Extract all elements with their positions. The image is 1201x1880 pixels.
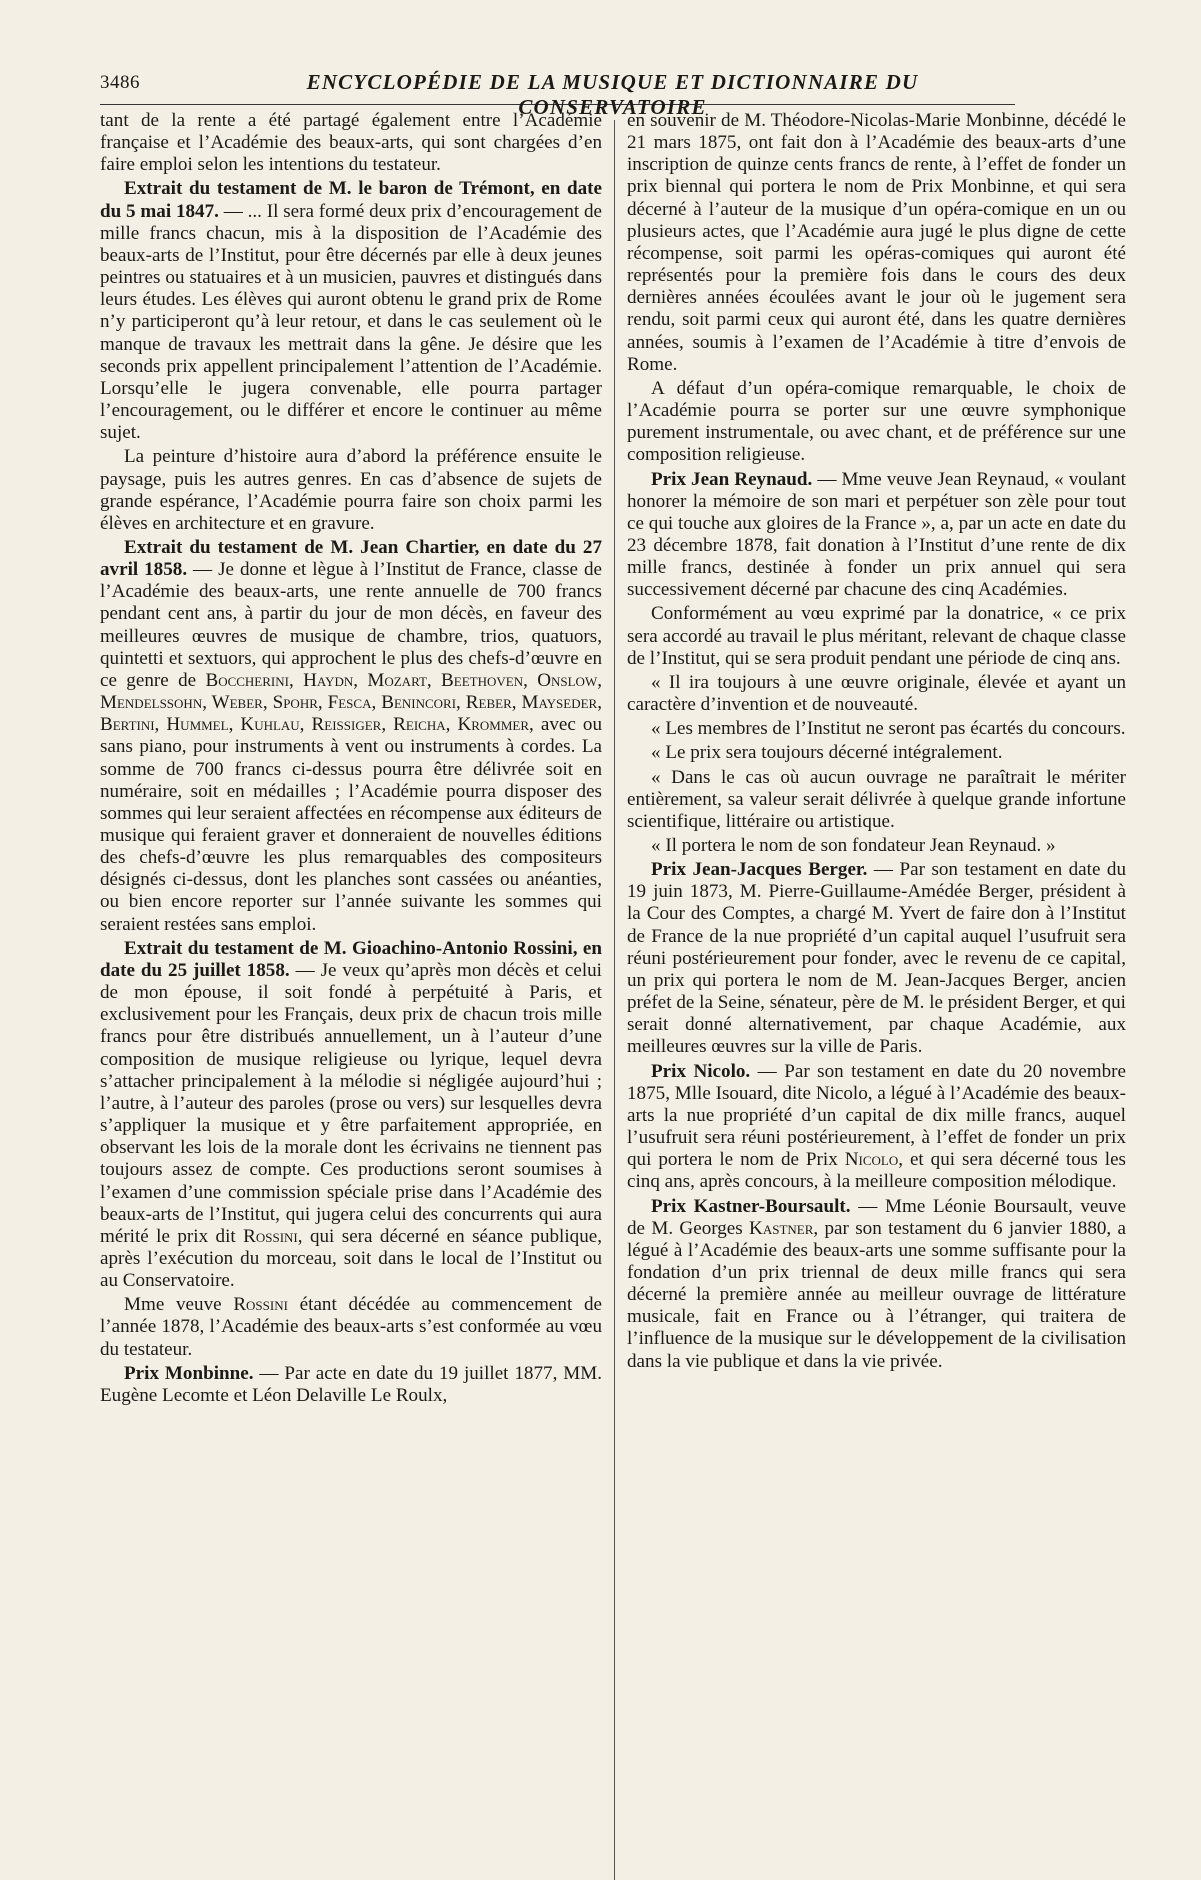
paragraph-text: — Par son testament en date du 19 juin 1873, M. Pierre-Guillaume-Amédée Berger, président à la Cour des Comptes, a chargé M. Yvert de faire don à l’Institut de France de la nue propriété d’un capital auquel l’usufruit sera réuni postérieurement pour fonder, avec le revenu de ce capital, un prix qui portera le nom de M. Jean-Jacques Berger, ancien préfet de la Seine, sénateur, père de M. le président Berger, et qui serait donné alternativement, par chaque Académie, aux meilleures œuvres sur la ville de Paris. <box>627 859 1127 1058</box>
paragraph-text: — ... Il sera formé deux prix d’encouragement de mille francs chacun, mis à la disposition de l’Académie des beaux-arts de l’Institut, pour être décernés par elle à deux jeunes peintres ou statuaires et à un musicien, pauvres et distingués dans leurs études. Les élèves qui auront obtenu le grand prix de Rome n’y participeront qu’à leur retour, et dans le cas seulement où le manque de travaux les mettrait dans la gêne. Je désire que les seconds prix appellent principalement l’attention de l’Académie. Lorsqu’elle le jugera convenable, elle pourra partager l’encouragement, ou le différer et encore le continuer au même sujet. <box>100 200 602 444</box>
paragraph <box>100 1363 602 1407</box>
paragraph: « Les membres de l’Institut ne seront pas écartés du concours. <box>651 718 1126 740</box>
name-small-caps: Kastner <box>749 1217 814 1239</box>
paragraph-text: Mme veuve <box>124 1294 234 1316</box>
name-small-caps: Nicolo <box>844 1149 899 1171</box>
paragraph-text: — Mme veuve Jean Reynaud, « voulant honorer la mémoire de son mari et perpétuer son zèle pour tout ce qui touche aux gloires de la France », a, par un acte en date du 23 décembre 1878, fait donation à l’Institut d’une rente de dix mille francs, destinée à fonder un prix annuel qui sera successivement décerné par chacune des cinq Académies. <box>627 468 1126 601</box>
paragraph: Conformément au vœu exprimé par la donatrice, « ce prix sera accordé au travail le plus méritant, relevant de chaque classe de l’Institut, qui se sera produit pendant une période de cinq ans. <box>627 603 1126 669</box>
page-header <box>100 70 1015 119</box>
running-title: ENCYCLOPÉDIE DE LA MUSIQUE ET DICTIONNAIRE DU CONSERVATOIRE <box>306 70 919 119</box>
name-small-caps: Rossini <box>243 1225 298 1247</box>
section-lead: Extrait du testament de M. Jean Chartier, en date du 27 avril 1858. <box>100 536 602 581</box>
paragraph-text: — Mme Léonie Boursault, veuve de M. Georges <box>627 1195 1126 1239</box>
section-lead: Prix Nicolo. <box>651 1060 751 1082</box>
composer-list: Boccherini, Haydn, Mozart, Beethoven, Onslow, Mendelssohn, Weber, Spohr, Fesca, Benincori, Reber, Mayseder, Bertini, Hummel, Kuhlau, Reissiger, Reicha, Krommer <box>100 669 602 736</box>
paragraph: en souvenir de M. Théodore-Nicolas-Marie Monbinne, décédé le 21 mars 1875, ont fait don à l’Académie des beaux-arts d’une inscription de quinze cents francs de rente, à l’effet de fonder un prix biennal qui portera le nom de Prix Monbinne, et qui sera décerné à l’auteur de la musique d’un opéra-comique en un ou plusieurs actes, que l’Académie aura jugé le plus digne de cette récompense, soit parmi les opéras-comiques qui auront été représentés pour la première fois dans le cours des deux dernières années écoulées avant le jour où le jugement sera rendu, soit parmi ceux qui auront été, dans les quatre dernières années, soumis à l’examen de l’Académie à titre d’envois de Rome. <box>627 110 1126 375</box>
paragraph: tant de la rente a été partagé également entre l’Académie française et l’Académie des beaux-arts, qui sont chargées d’en faire emploi selon les intentions du testateur. <box>100 110 602 176</box>
paragraph: « Dans le cas où aucun ouvrage ne paraîtrait le mériter entièrement, sa valeur serait délivrée à quelque grande infortune scientifique, littéraire ou artistique. <box>627 766 1126 832</box>
paragraph-text: — Par son testament en date du 20 novembre 1875, Mlle Isouard, dite Nicolo, a légué à l’Académie des beaux-arts la nue propriété d’un capital de dix mille francs, auquel l’usufruit sera réuni postérieurement, à l’effet de fonder un prix qui portera le nom de Prix <box>627 1060 1126 1171</box>
section-lead: Prix Monbinne. <box>124 1362 254 1384</box>
paragraph <box>627 1196 1126 1373</box>
paragraph <box>100 1294 602 1360</box>
paragraph-text: étant décédée au commencement de l’année 1878, l’Académie des beaux-arts s’est conformée au vœu du testateur. <box>100 1294 602 1360</box>
left-column <box>100 110 602 1409</box>
paragraph-text: — Je veux qu’après mon décès et celui de mon épouse, il soit fondé à perpétuité à Paris, et exclusivement pour les Français, deux prix de chacun trois mille francs pour être distribués annuellement, un à l’auteur d’une composition de musique religieuse ou lyrique, lequel devra s’attacher principalement à la mélodie si négligée aujourd’hui ; l’autre, à l’auteur des paroles (prose ou vers) sur lesquelles devra s’appliquer la musique et y être parfaitement appropriée, en observant les lois de la morale dont les écrivains ne tiennent pas toujours assez de compte. Ces productions seront soumises à l’examen d’une commission spéciale prise dans l’Académie des beaux-arts de l’Institut, qui jugera celui des concurrents qui aura mérité le prix dit <box>100 959 602 1247</box>
paragraph-text: , et qui sera décerné tous les cinq ans, après concours, à la meilleure composition mélodique. <box>627 1149 1126 1193</box>
paragraph: La peinture d’histoire aura d’abord la préférence ensuite le paysage, puis les autres genres. En cas d’absence de sujets de grande espérance, l’Académie pourra faire son choix parmi les élèves en architecture et en gravure. <box>100 446 602 534</box>
page-number: 3486 <box>100 72 140 93</box>
section-lead: Extrait du testament de M. le baron de Trémont, en date du 5 mai 1847. <box>100 178 602 222</box>
section-lead: Prix Jean Reynaud. <box>651 468 813 490</box>
paragraph <box>100 537 602 936</box>
section-lead: Prix Jean-Jacques Berger. <box>651 859 868 881</box>
name-small-caps: Rossini <box>233 1294 288 1316</box>
paragraph <box>627 469 1126 602</box>
paragraph-text: , avec ou sans piano, pour instruments à vent ou instruments à cordes. La somme de 700 francs ci-dessus pourra être délivrée soit en numéraire, soit en médailles ; l’Académie pourra disposer des sommes qui leur seraient affectées en récompense aux éditeurs de musique qui feraient graver et donneraient de nouvelles éditions des chefs-d’œuvre les plus remarquables des compositeurs désignés ci-dessus, dont les planches sont cassées ou anéanties, ou bien encore reporter sur l’année suivante les sommes qui seraient restées sans emploi. <box>100 714 602 935</box>
column-divider <box>614 120 615 1880</box>
paragraph <box>100 178 602 444</box>
paragraph-text: , qui sera décerné en séance publique, après l’exécution du morceau, soit dans le local de l’Institut ou au Conservatoire. <box>100 1225 602 1292</box>
paragraph: « Il ira toujours à une œuvre originale, élevée et ayant un caractère d’invention et de nouveauté. <box>627 671 1126 716</box>
paragraph: « Il portera le nom de son fondateur Jean Reynaud. » <box>651 835 1056 856</box>
paragraph-text: — Je donne et lègue à l’Institut de France, classe de l’Académie des beaux-arts, une rente annuelle de 700 francs pendant cent ans, à partir du jour de mon décès, en faveur des meilleures œuvres de musique de chambre, trios, quatuors, quintetti et sextuors, qui approchent le plus des chefs-d’œuvre en ce genre de <box>100 559 602 691</box>
right-column <box>627 110 1126 1375</box>
section-lead: Extrait du testament de M. Gioachino-Antonio Rossini, en date du 25 juillet 1858. <box>100 937 602 981</box>
paragraph: A défaut d’un opéra-comique remarquable, le choix de l’Académie pourra se porter sur une œuvre symphonique purement instrumentale, ou avec chant, et de préférence sur une composition religieuse. <box>627 377 1126 466</box>
paragraph <box>627 1061 1126 1194</box>
section-lead: Prix Kastner-Boursault. <box>651 1195 851 1217</box>
paragraph <box>100 938 602 1293</box>
paragraph-text: — Par acte en date du 19 juillet 1877, MM. Eugène Lecomte et Léon Delaville Le Roulx, <box>100 1362 602 1406</box>
paragraph-text: , par son testament du 6 janvier 1880, a légué à l’Académie des beaux-arts une somme suffisante pour la fondation d’un prix triennal de deux mille francs qui sera décerné la première année au meilleur ouvrage de littérature musicale, fait en France ou à l’étranger, qui traitera de l’influence de la musique sur le développement de la civilisation dans la vie publique et dans la vie privée. <box>627 1217 1126 1372</box>
paragraph <box>627 859 1126 1058</box>
paragraph: « Le prix sera toujours décerné intégralement. <box>651 742 1003 764</box>
